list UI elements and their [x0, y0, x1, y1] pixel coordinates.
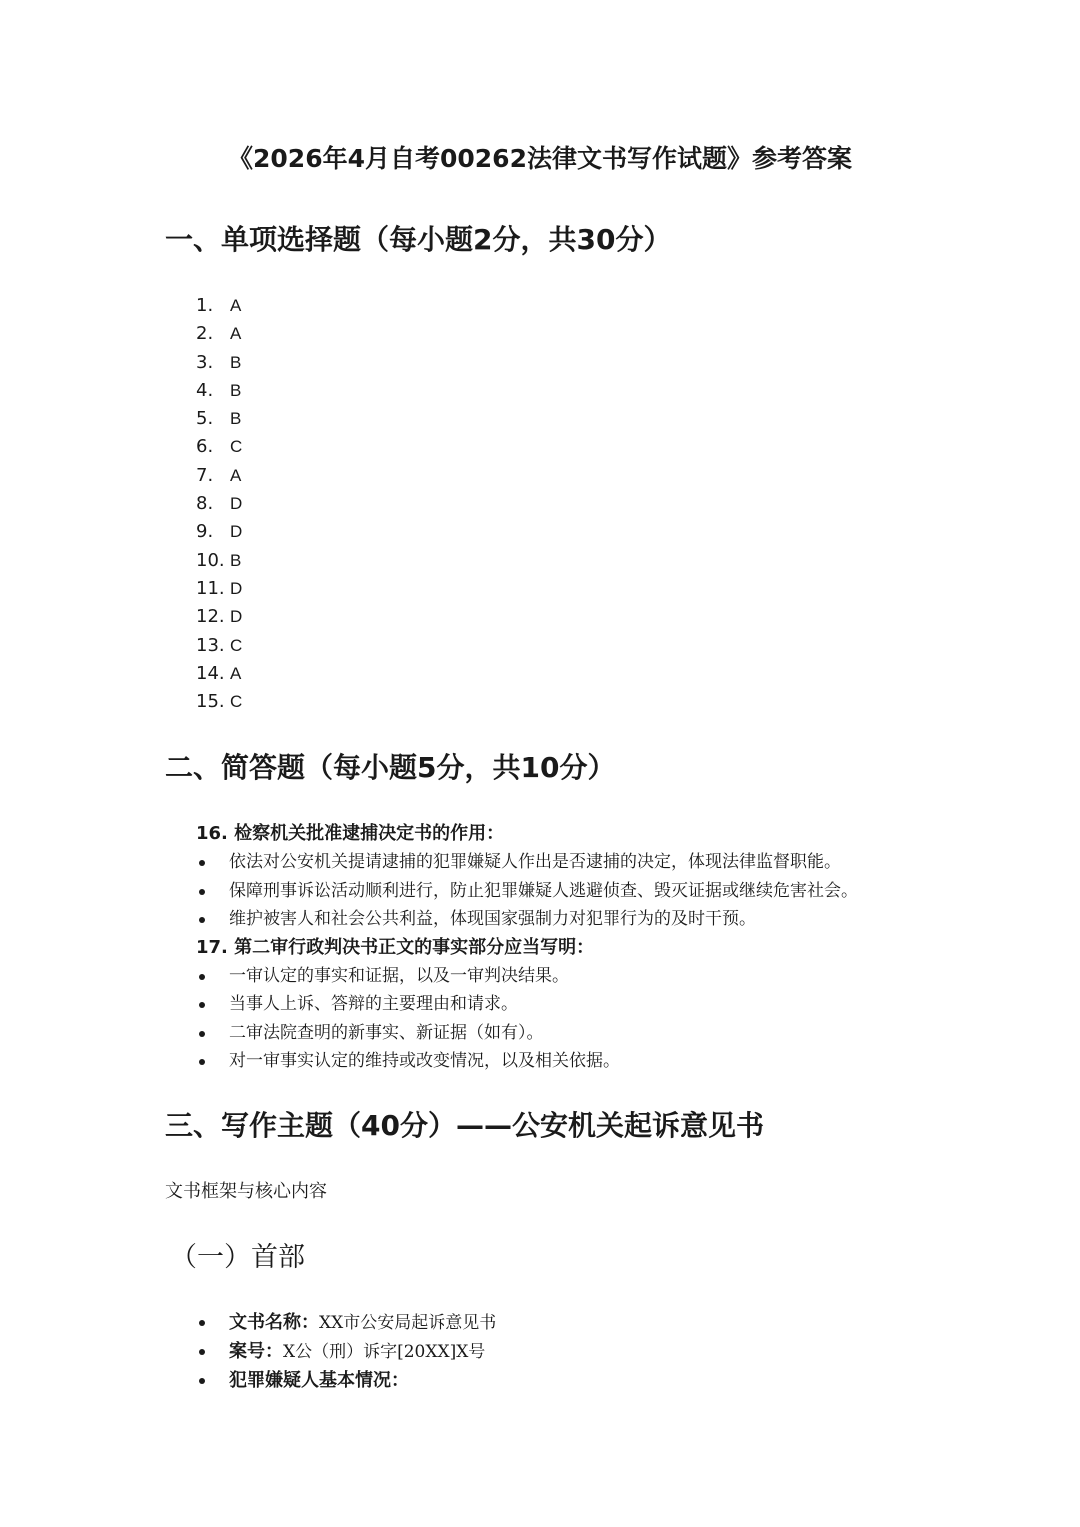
- framework-label: 文书框架与核心内容: [165, 1181, 327, 1202]
- list-item: 对一审事实认定的维持或改变情况，以及相关依据。: [196, 1047, 858, 1075]
- list-item: 6. C: [196, 436, 243, 458]
- list-item: 13. C: [196, 634, 243, 656]
- answer-list: [196, 292, 242, 716]
- list-item: 9. D: [196, 521, 243, 543]
- section3-heading: 三、写作主题（40分）——公安机关起诉意见书: [165, 1109, 764, 1142]
- bullet-icon: [199, 1059, 205, 1065]
- list-item: 维护被害人和社会公共利益，体现国家强制力对犯罪行为的及时干预。: [196, 905, 858, 933]
- list-item: 案号：X公（刑）诉字[20XX]X号: [196, 1337, 496, 1366]
- list-item: 保障刑事诉讼活动顺利进行，防止犯罪嫌疑人逃避侦查、毁灭证据或继续危害社会。: [196, 877, 858, 905]
- bullet-icon: [199, 917, 205, 923]
- list-item: 7. A: [196, 464, 242, 486]
- list-item: 14. A: [196, 662, 242, 684]
- bullet-icon: [199, 860, 205, 866]
- bullet-icon: [199, 1320, 205, 1326]
- bullet-icon: [199, 1349, 205, 1355]
- bullet-icon: [199, 1002, 205, 1008]
- list-item: 一审认定的事实和证据，以及一审判决结果。: [196, 962, 858, 990]
- section1-heading: 一、单项选择题（每小题2分，共30分）: [165, 223, 672, 256]
- bullet-icon: [199, 974, 205, 980]
- list-item: 1. A: [196, 295, 242, 316]
- bullet-icon: [199, 1378, 205, 1384]
- question-17-heading: 17. 第二审行政判决书正文的事实部分应当写明：: [196, 936, 595, 958]
- list-item: 15. C: [196, 691, 243, 713]
- list-item: 二审法院查明的新事实、新证据（如有）。: [196, 1019, 858, 1047]
- list-item: 3. B: [196, 351, 242, 373]
- list-item: 2. A: [196, 323, 242, 345]
- question-16-heading: 16. 检察机关批准逮捕决定书的作用：: [196, 823, 505, 844]
- list-item: 12. D: [196, 606, 243, 628]
- bullet-icon: [199, 1031, 205, 1037]
- list-item: 文书名称：XX市公安局起诉意见书: [196, 1308, 496, 1337]
- list-item: 8. D: [196, 493, 243, 515]
- list-item: 11. D: [196, 577, 243, 599]
- section2-heading: 二、简答题（每小题5分，共10分）: [165, 751, 616, 784]
- list-item: 当事人上诉、答辩的主要理由和请求。: [196, 990, 858, 1018]
- list-item: 4. B: [196, 379, 242, 401]
- list-item: 依法对公安机关提请逮捕的犯罪嫌疑人作出是否逮捕的决定，体现法律监督职能。: [196, 848, 858, 876]
- list-item: 5. B: [196, 408, 242, 430]
- document-title: 《2026年4月自考00262法律文书写作试题》参考答案: [228, 144, 852, 173]
- list-item: 10. B: [196, 549, 242, 571]
- bullet-icon: [199, 889, 205, 895]
- header-items: [196, 1308, 496, 1395]
- part1-heading: （一）首部: [170, 1242, 305, 1273]
- short-answer-block: [196, 820, 858, 1076]
- list-item: 犯罪嫌疑人基本情况：: [196, 1366, 496, 1395]
